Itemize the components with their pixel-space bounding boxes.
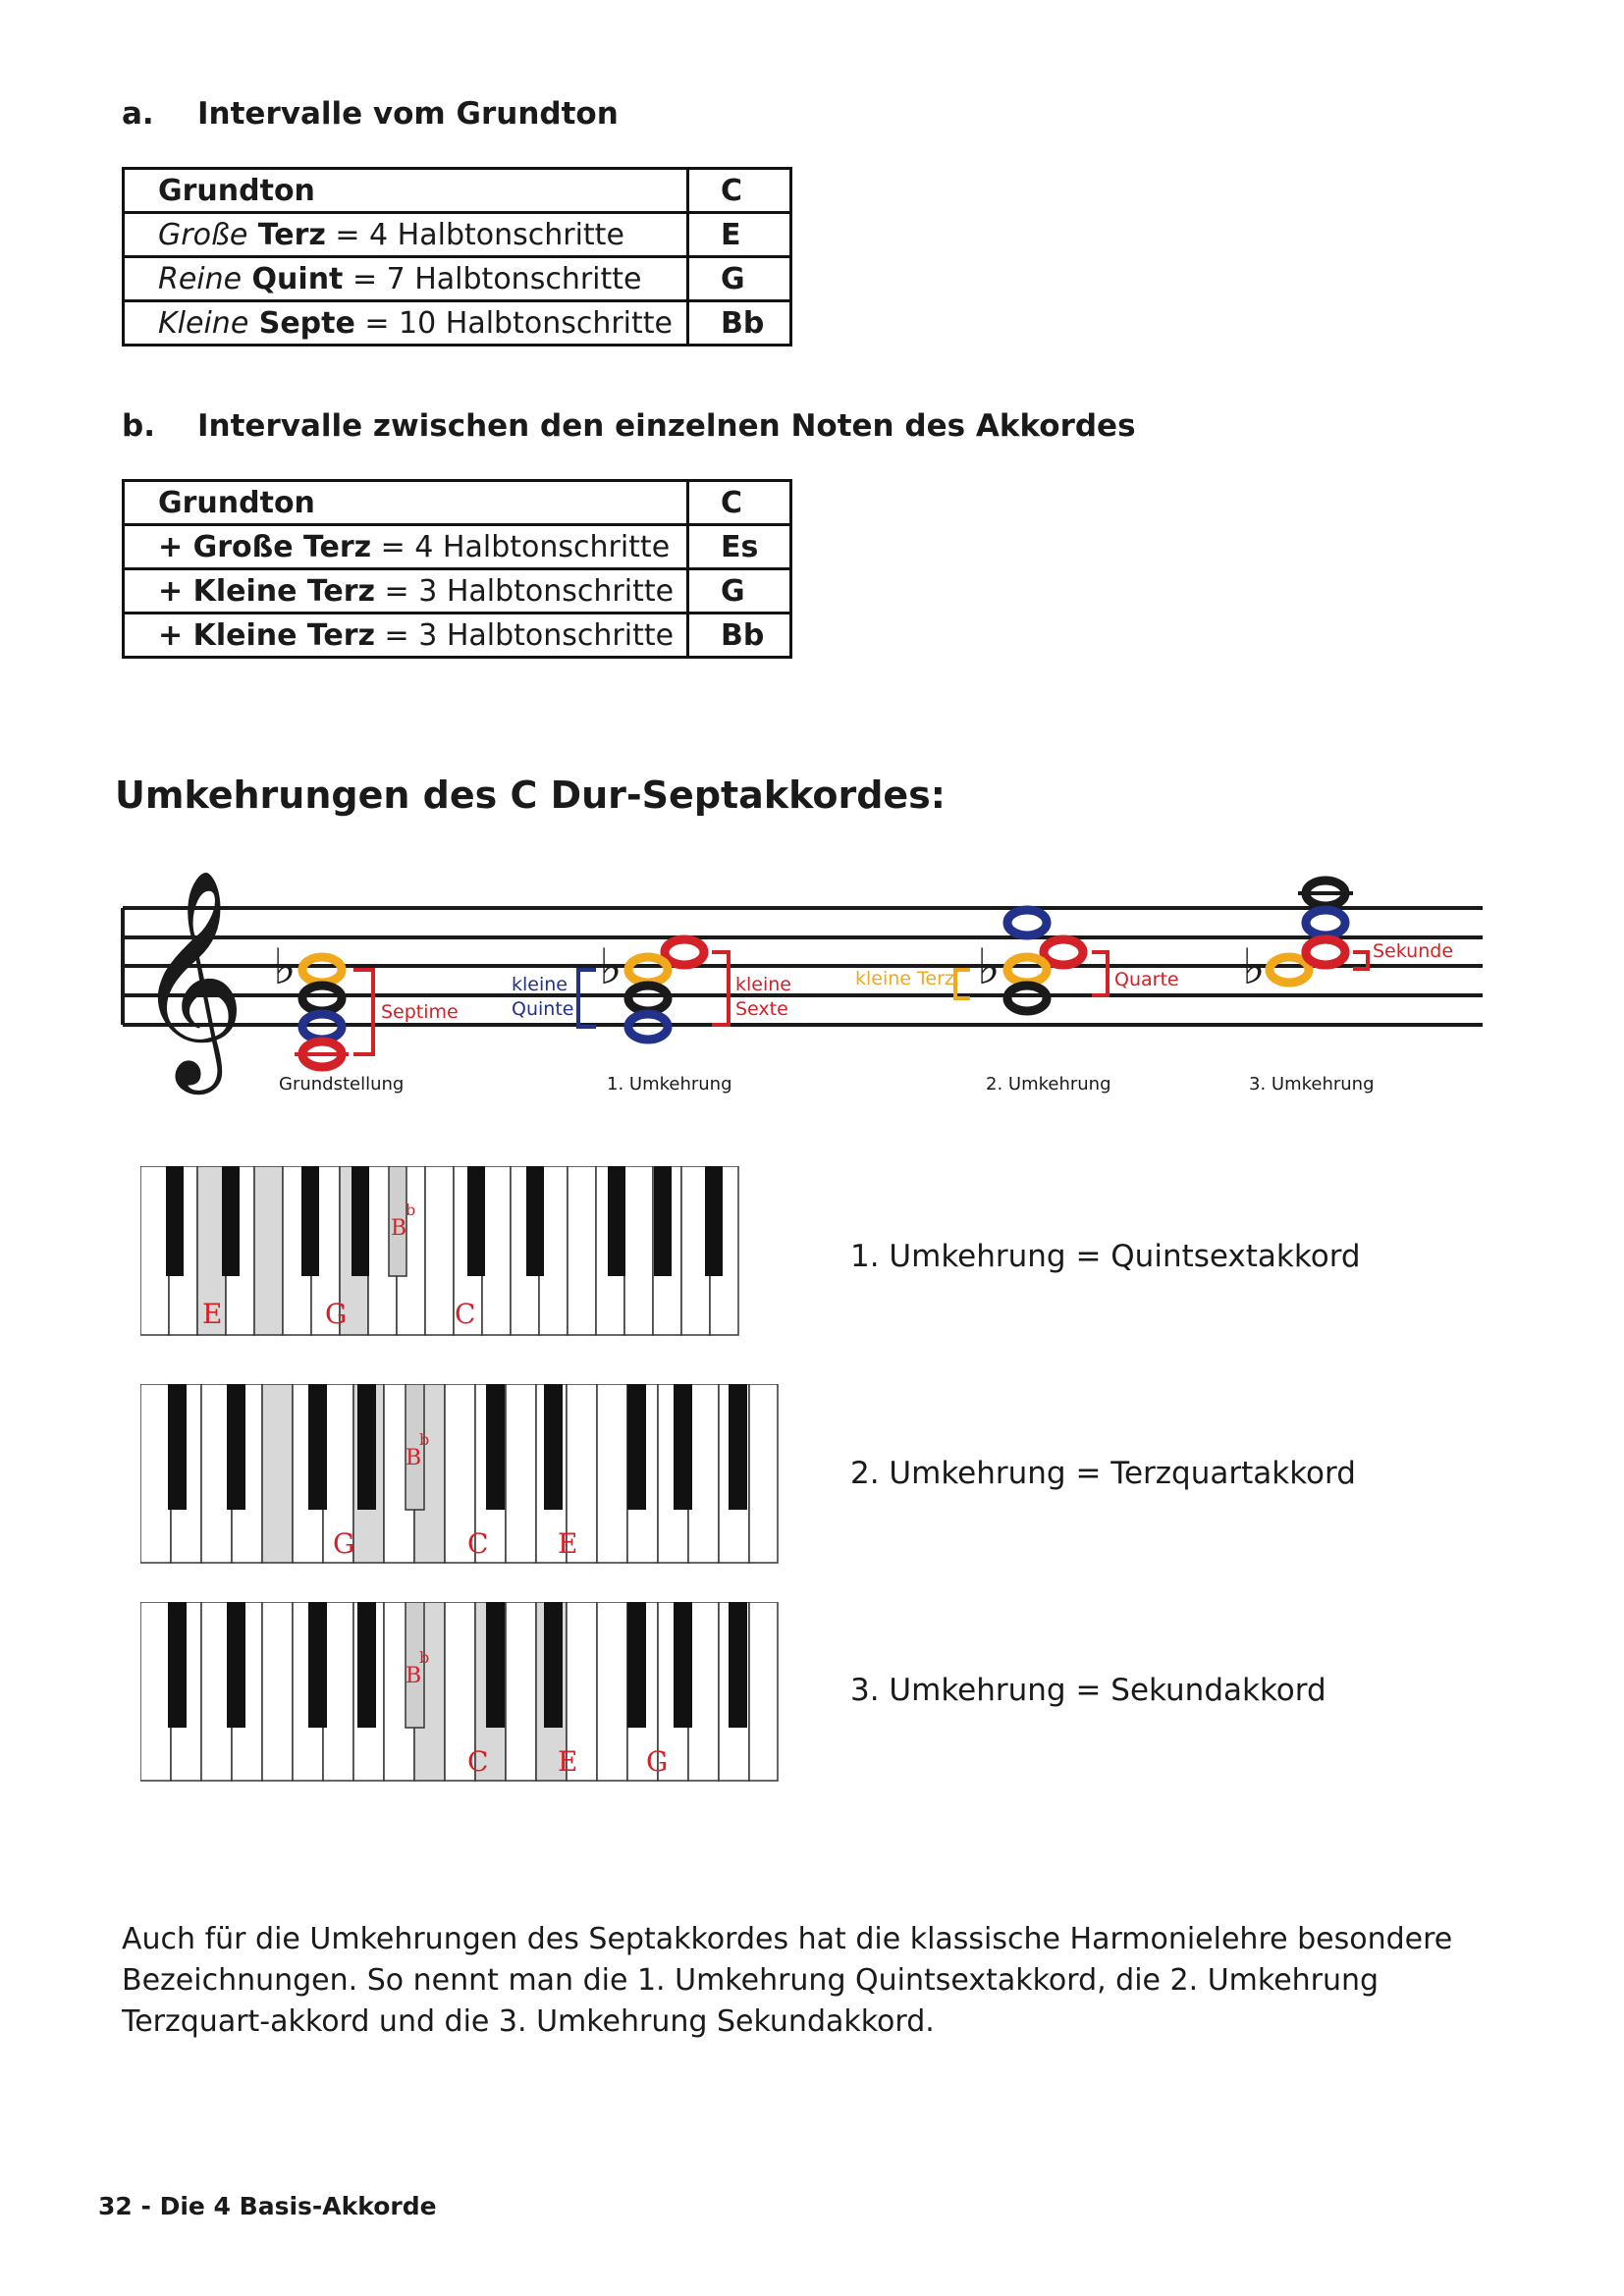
label-sekunde: Sekunde [1373, 940, 1454, 962]
section-a-label: a. [122, 96, 154, 132]
row-note: C [688, 481, 791, 525]
flat-icon: ♭ [1242, 938, 1266, 995]
row-italic: Kleine [158, 305, 249, 341]
note-bb [302, 957, 342, 983]
row-prefix: + [158, 573, 193, 609]
row-note: Bb [688, 301, 791, 346]
key-label-e: E [558, 1527, 578, 1560]
table-row [124, 213, 791, 257]
key-label-c: C [467, 1745, 489, 1778]
row-rest: = 3 Halbtonschritte [374, 617, 675, 653]
key-label-b: B [391, 1216, 407, 1241]
page-footer: 32 - Die 4 Basis-Akkorde [98, 2192, 437, 2220]
note-c-d [1306, 939, 1345, 965]
note-g [302, 986, 342, 1011]
key-label-g: G [646, 1745, 669, 1778]
section-a-title [122, 96, 1005, 135]
row-note: Es [688, 525, 791, 569]
row-rest: = 10 Halbtonschritte [354, 305, 674, 341]
keyboard-umkehrung-3 [140, 1602, 779, 1783]
table-intervals-between-notes [122, 479, 792, 659]
row-rest: = 3 Halbtonschritte [374, 573, 675, 609]
inversions-heading: Umkehrungen des C Dur-Septakkordes: [115, 774, 946, 817]
chord-umkehrung-1 [512, 938, 791, 1095]
note-bb [628, 957, 668, 983]
flat-icon: ♭ [977, 938, 1001, 995]
position-label: Grundstellung [279, 1074, 405, 1095]
caption-umkehrung-3: 3. Umkehrung = Sekundakkord [850, 1673, 1326, 1708]
note-c [665, 939, 704, 965]
row-note: E [688, 213, 791, 257]
key-label-c: C [455, 1298, 476, 1330]
label-septime: Septime [381, 1001, 459, 1023]
key-label-flat: b [419, 1648, 430, 1667]
key-label-e: E [202, 1298, 223, 1330]
label-kleine-quinte-2: Quinte [512, 998, 574, 1020]
key-label-g: G [333, 1527, 355, 1560]
row-label: Grundton [158, 485, 315, 520]
key-label-b: B [406, 1446, 422, 1470]
table-row [124, 481, 791, 525]
row-italic: Große [158, 217, 248, 252]
label-kleine-sexte-1: kleine [735, 974, 791, 995]
key-label-e: E [558, 1745, 578, 1778]
row-label: Grundton [158, 173, 315, 208]
section-b-heading: Intervalle zwischen den einzelnen Noten des Akkordes [197, 408, 1136, 444]
table-row [124, 569, 791, 614]
keyboard-umkehrung-1 [140, 1166, 749, 1337]
position-label: 1. Umkehrung [607, 1074, 732, 1095]
row-bold: Kleine Terz [192, 573, 375, 609]
row-bold: Quint [242, 261, 344, 296]
note-c [1044, 939, 1083, 965]
position-label: 2. Umkehrung [986, 1074, 1111, 1095]
row-prefix: + [158, 617, 193, 653]
row-bold: Terz [247, 217, 326, 252]
label-kleine-quinte-1: kleine [512, 974, 568, 995]
table-row [124, 257, 791, 301]
section-b-title [122, 408, 1300, 448]
label-kleine-terz: kleine Terz [855, 968, 954, 989]
note-bb [1007, 957, 1047, 983]
table-row [124, 301, 791, 346]
caption-umkehrung-1: 1. Umkehrung = Quintsextakkord [850, 1239, 1361, 1274]
note-bb [1270, 957, 1309, 983]
table-intervals-from-root [122, 167, 792, 347]
flat-icon: ♭ [599, 938, 623, 995]
row-note: G [688, 569, 791, 614]
explanation-paragraph: Auch für die Umkehrungen des Septakkordes hat die klassische Harmonielehre besondere Bezeichnungen. So nennt man die 1. Umkehrung Quintsextakkord, die 2. Umkehrung Terzquart-akkord und die 3. Umkehrung Sekundakkord. [122, 1922, 1453, 2039]
section-b-label: b. [122, 408, 155, 444]
row-rest: = 7 Halbtonschritte [343, 261, 642, 296]
table-row [124, 169, 791, 213]
section-a-heading: Intervalle vom Grundton [197, 96, 619, 132]
key-label-b: B [406, 1664, 422, 1688]
row-bold: Kleine Terz [192, 617, 375, 653]
row-note: Bb [688, 614, 791, 658]
staff-notation [0, 844, 1624, 1109]
row-bold: Septe [248, 305, 355, 341]
label-quarte: Quarte [1114, 969, 1179, 990]
row-italic: Reine [158, 261, 243, 296]
note-e [1306, 910, 1345, 935]
key-label-g: G [325, 1298, 348, 1330]
key-label-flat: b [406, 1201, 416, 1219]
row-rest: = 4 Halbtonschritte [371, 529, 671, 564]
row-rest: = 4 Halbtonschritte [325, 217, 624, 252]
key-label-flat: b [419, 1430, 430, 1449]
row-bold: Große Terz [192, 529, 372, 564]
table-row [124, 525, 791, 569]
row-prefix: + [158, 529, 193, 564]
row-note: C [688, 169, 791, 213]
label-kleine-sexte-2: Sexte [735, 998, 788, 1020]
caption-umkehrung-2: 2. Umkehrung = Terzquartakkord [850, 1456, 1356, 1491]
chord-umkehrung-3 [1242, 881, 1453, 1095]
flat-icon: ♭ [273, 938, 297, 995]
row-note: G [688, 257, 791, 301]
note-g [628, 986, 668, 1011]
treble-clef-icon: 𝄞 [135, 868, 246, 1085]
chord-grundstellung [273, 938, 459, 1095]
key-label-c: C [467, 1527, 489, 1560]
keyboard-umkehrung-2 [140, 1384, 779, 1565]
note-g [1007, 986, 1047, 1011]
table-row [124, 614, 791, 658]
note-e [1007, 910, 1047, 935]
position-label: 3. Umkehrung [1249, 1074, 1375, 1095]
